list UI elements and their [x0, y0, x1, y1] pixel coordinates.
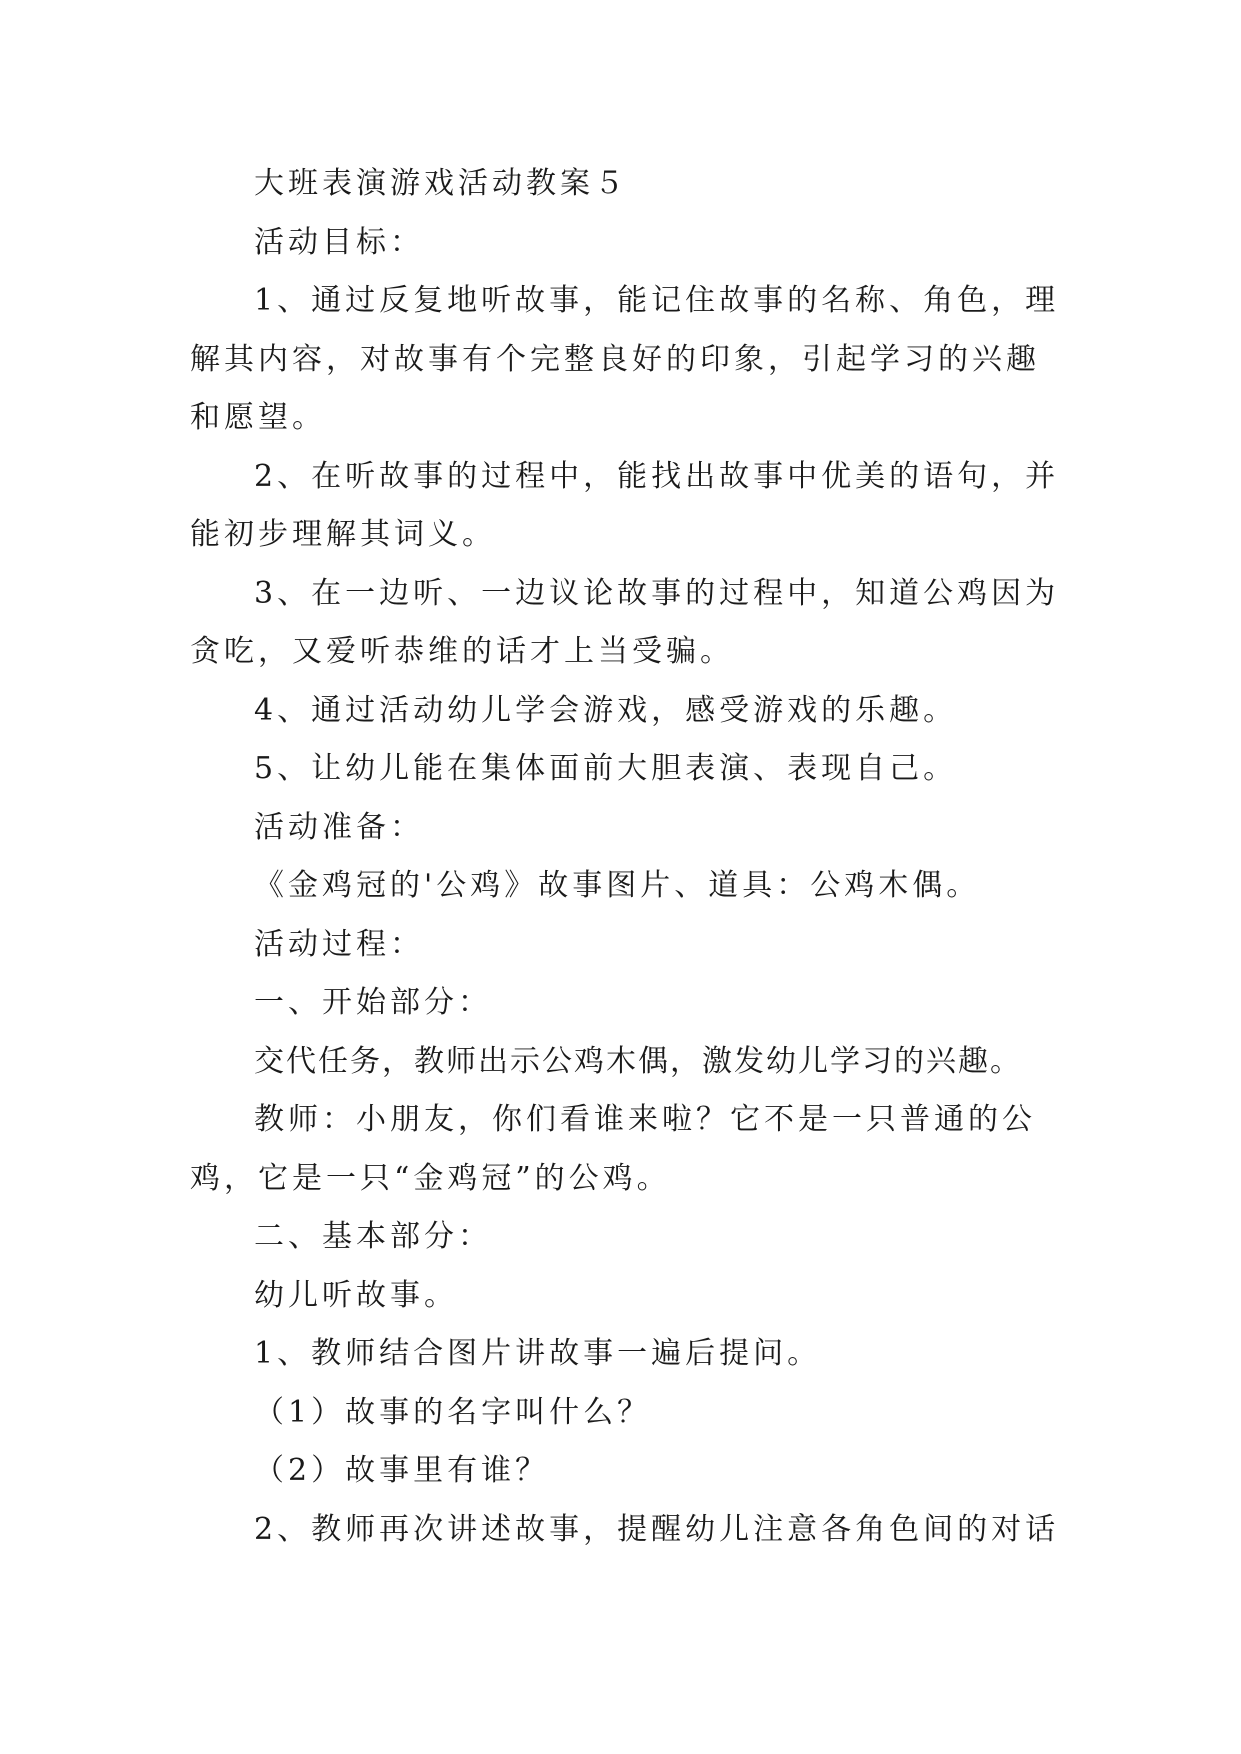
- process-text-teacher: 教师：小朋友，你们看谁来啦？它不是一只普通的公鸡，它是一只“金鸡冠”的公鸡。: [190, 1102, 1036, 1196]
- process-step-1: 1、教师结合图片讲故事一遍后提问。: [254, 1336, 822, 1371]
- goal-item-3: 3、在一边听、一边议论故事的过程中，知道公鸡因为贪吃，又爱听恭维的话才上当受骗。: [190, 575, 1060, 669]
- question-1: （1）故事的名字叫什么？: [254, 1394, 652, 1430]
- goal-item-2: 2、在听故事的过程中，能找出故事中优美的语句，并能初步理解其词义。: [190, 458, 1060, 552]
- goal-item-5: 5、让幼儿能在集体面前大胆表演、表现自己。: [254, 751, 958, 786]
- preparation-text: 《金鸡冠的'公鸡》故事图片、道具：公鸡木偶。: [254, 868, 981, 903]
- question-2: （2）故事里有谁？: [254, 1453, 550, 1488]
- goal-item-1: 1、通过反复地听故事，能记住故事的名称、角色，理解其内容，对故事有个完整良好的印象，引起学习的兴趣和愿望。: [190, 283, 1060, 435]
- subheading-start: 一、开始部分：: [254, 985, 492, 1020]
- process-text-task: 交代任务，教师出示公鸡木偶，激发幼儿学习的兴趣。: [254, 1043, 1022, 1079]
- process-text-listen: 幼儿听故事。: [254, 1277, 458, 1313]
- process-step-2: 2、教师再次讲述故事，提醒幼儿注意各角色间的对话: [254, 1511, 1060, 1547]
- document-body: [190, 155, 1060, 1559]
- section-heading-process: 活动过程：: [254, 926, 424, 962]
- goal-item-4: 4、通过活动幼儿学会游戏，感受游戏的乐趣。: [254, 692, 958, 728]
- document-title: 大班表演游戏活动教案５: [254, 166, 628, 201]
- subheading-basic: 二、基本部分：: [254, 1219, 492, 1254]
- section-heading-preparation: 活动准备：: [254, 809, 424, 845]
- section-heading-goals: 活动目标：: [254, 224, 424, 260]
